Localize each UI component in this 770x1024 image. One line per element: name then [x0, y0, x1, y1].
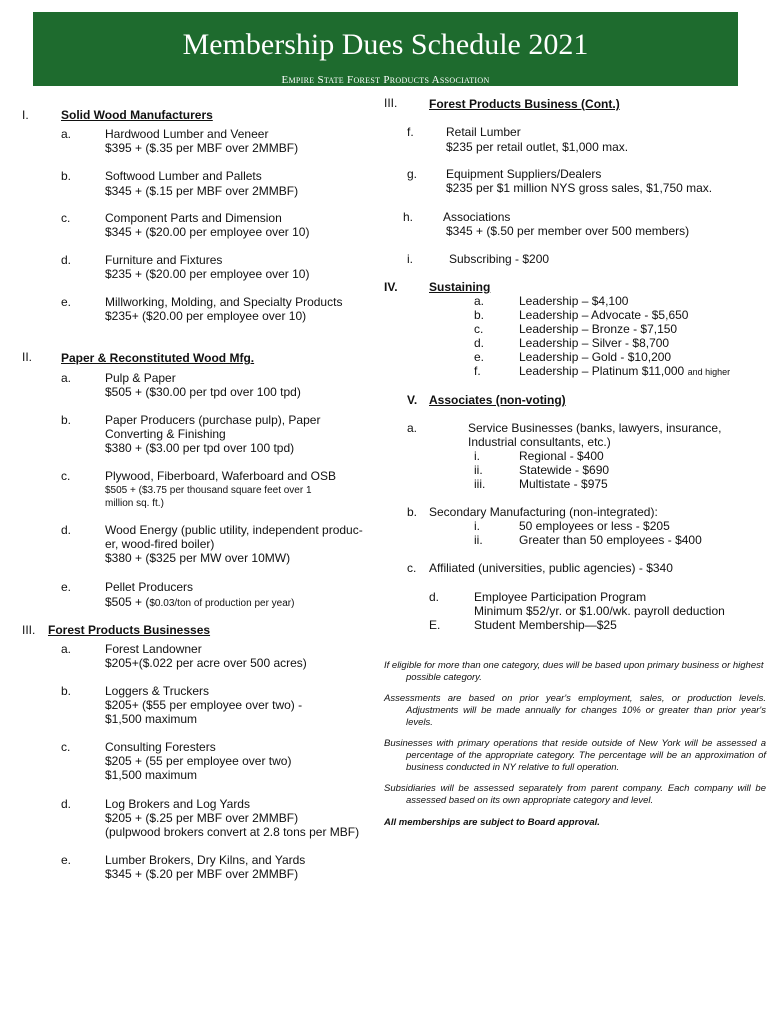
item-letter: a.	[407, 421, 418, 435]
item-letter: d.	[474, 336, 485, 350]
section-number: III.	[384, 96, 398, 110]
item-letter: a.	[61, 371, 72, 385]
item-rate: $395 + ($.35 per MBF over 2MMBF)	[105, 141, 299, 155]
section-title: Forest Products Business (Cont.)	[429, 97, 620, 111]
item-name-cont: Industrial consultants, etc.)	[468, 435, 611, 449]
item-letter: d.	[61, 523, 72, 537]
section-number: III.	[22, 623, 36, 637]
item-name: Loggers & Truckers	[105, 684, 210, 698]
item-rate: $380 + ($3.00 per tpd over 100 tpd)	[105, 441, 295, 455]
item-letter: f.	[407, 125, 414, 139]
item-rate: $235 per retail outlet, $1,000 max.	[446, 140, 629, 154]
item-name: Millworking, Molding, and Specialty Products	[105, 295, 343, 309]
section-title: Solid Wood Manufacturers	[61, 108, 213, 122]
item-name: Equipment Suppliers/Dealers	[446, 167, 602, 181]
item-name: Retail Lumber	[446, 125, 521, 139]
item-name: Log Brokers and Log Yards	[105, 797, 250, 811]
item-letter: b.	[61, 413, 72, 427]
section-number: V.	[407, 393, 418, 407]
page-subtitle: Empire State Forest Products Association	[281, 74, 490, 86]
section-number: IV.	[384, 280, 398, 294]
item-letter: d.	[61, 797, 72, 811]
item-name: Forest Landowner	[105, 642, 202, 656]
sub-letter: ii.	[474, 533, 483, 547]
item-rate: $345 + ($.20 per MBF over 2MMBF)	[105, 867, 299, 881]
item-name: Affiliated (universities, public agencies) - $340	[429, 561, 673, 575]
sub-rate: Regional - $400	[519, 449, 604, 463]
item-rate-cont: (pulpwood brokers convert at 2.8 tons per MBF)	[105, 825, 360, 839]
section-title: Paper & Reconstituted Wood Mfg.	[61, 351, 255, 365]
item-letter: d.	[429, 590, 440, 604]
item-rate-cont: $1,500 maximum	[105, 768, 198, 782]
item-rate: $205+($.022 per acre over 500 acres)	[105, 656, 307, 670]
sustaining-level: Leadership – Gold - $10,200	[519, 350, 672, 364]
sustaining-level: Leadership – Advocate - $5,650	[519, 308, 689, 322]
note-subsidiaries: Subsidiaries will be assessed separately from parent company. Each company will be assessed based on its own appropriate category and level.	[384, 783, 766, 806]
item-name-cont: Converting & Finishing	[105, 427, 226, 441]
page-title: Membership Dues Schedule 2021	[182, 28, 589, 61]
item-letter: f.	[474, 364, 481, 378]
note-board-approval: All memberships are subject to Board approval.	[384, 817, 600, 828]
item-name: Pellet Producers	[105, 580, 194, 594]
item-rate: $205 + ($.25 per MBF over 2MMBF)	[105, 811, 299, 825]
item-letter: c.	[61, 469, 71, 483]
item-letter: g.	[407, 167, 418, 181]
item-letter: i.	[407, 252, 413, 266]
item-name: Subscribing - $200	[449, 252, 550, 266]
item-letter: b.	[61, 169, 72, 183]
item-name: Secondary Manufacturing (non-integrated):	[429, 505, 658, 519]
item-letter: c.	[474, 322, 484, 336]
note-assessments: Assessments are based on prior year's employment, sales, or production levels. Adjustments will be made annually for changes 10% or greater than prior year's levels.	[384, 693, 766, 728]
item-letter: b.	[61, 684, 72, 698]
sub-letter: iii.	[474, 477, 486, 491]
item-name: Plywood, Fiberboard, Waferboard and OSB	[105, 469, 337, 483]
item-rate: $235 + ($20.00 per employee over 10)	[105, 267, 310, 281]
item-letter: e.	[474, 350, 485, 364]
item-rate: $505 + ($3.75 per thousand square feet over 1	[105, 485, 312, 496]
header-banner	[33, 12, 738, 86]
item-rate: Minimum $52/yr. or $1.00/wk. payroll deduction	[474, 604, 725, 618]
item-letter: a.	[61, 642, 72, 656]
note-primary-category: If eligible for more than one category, dues will be based upon primary business or highest possible category.	[384, 660, 764, 683]
item-letter: e.	[61, 580, 72, 594]
item-letter: a.	[61, 127, 72, 141]
item-name: Consulting Foresters	[105, 740, 216, 754]
item-name: Employee Participation Program	[474, 590, 647, 604]
item-rate-cont: $1,500 maximum	[105, 712, 198, 726]
item-name: Pulp & Paper	[105, 371, 176, 385]
item-rate: $205+ ($55 per employee over two) -	[105, 698, 303, 712]
item-letter: c.	[61, 211, 71, 225]
sustaining-level: Leadership – Platinum $11,000 and higher	[519, 364, 731, 378]
sustaining-level: Leadership – $4,100	[519, 294, 629, 308]
item-letter: d.	[61, 253, 72, 267]
item-rate: $235+ ($20.00 per employee over 10)	[105, 309, 307, 323]
item-rate: $235 per $1 million NYS gross sales, $1,750 max.	[446, 181, 713, 195]
item-letter: b.	[474, 308, 485, 322]
item-rate-cont: million sq. ft.)	[105, 498, 164, 509]
sub-rate: Statewide - $690	[519, 463, 610, 477]
item-letter: c.	[61, 740, 71, 754]
sub-rate: Multistate - $975	[519, 477, 608, 491]
sub-letter: i.	[474, 519, 480, 533]
item-letter: E.	[429, 618, 441, 632]
sustaining-level: Leadership – Bronze - $7,150	[519, 322, 678, 336]
item-name: Student Membership—$25	[474, 618, 617, 632]
item-rate: $205 + (55 per employee over two)	[105, 754, 292, 768]
section-number: II.	[22, 350, 33, 364]
item-name: Service Businesses (banks, lawyers, insurance,	[468, 421, 722, 435]
item-name-cont: er, wood-fired boiler)	[105, 537, 215, 551]
item-letter: a.	[474, 294, 485, 308]
sustaining-level: Leadership – Silver - $8,700	[519, 336, 670, 350]
sub-rate: 50 employees or less - $205	[519, 519, 670, 533]
item-name: Lumber Brokers, Dry Kilns, and Yards	[105, 853, 306, 867]
item-rate: $345 + ($20.00 per employee over 10)	[105, 225, 310, 239]
sub-letter: i.	[474, 449, 480, 463]
item-rate: $505 + ($30.00 per tpd over 100 tpd)	[105, 385, 301, 399]
item-rate: $345 + ($.15 per MBF over 2MMBF)	[105, 184, 299, 198]
item-letter: e.	[61, 853, 72, 867]
item-rate: $505 + ($0.03/ton of production per year)	[105, 595, 295, 609]
item-letter: c.	[407, 561, 417, 575]
item-letter: b.	[407, 505, 418, 519]
item-rate: $345 + ($.50 per member over 500 members)	[446, 224, 690, 238]
section-title: Forest Products Businesses	[48, 623, 211, 637]
item-name: Component Parts and Dimension	[105, 211, 282, 225]
section-number: I.	[22, 108, 29, 122]
item-letter: h.	[403, 210, 414, 224]
sub-rate: Greater than 50 employees - $400	[519, 533, 702, 547]
item-name: Wood Energy (public utility, independent produc-	[105, 523, 363, 537]
sub-letter: ii.	[474, 463, 483, 477]
section-title: Sustaining	[429, 280, 491, 294]
item-letter: e.	[61, 295, 72, 309]
item-name: Hardwood Lumber and Veneer	[105, 127, 269, 141]
item-name: Associations	[443, 210, 511, 224]
item-name: Softwood Lumber and Pallets	[105, 169, 262, 183]
section-title: Associates (non-voting)	[429, 393, 566, 407]
note-outside-ny: Businesses with primary operations that reside outside of New York will be assessed a percentage of the appropriate category. The percentage will be an approximation of business conducted in NY relative to full operation.	[384, 738, 766, 773]
item-rate: $380 + ($325 per MW over 10MW)	[105, 551, 291, 565]
item-name: Paper Producers (purchase pulp), Paper	[105, 413, 321, 427]
item-name: Furniture and Fixtures	[105, 253, 223, 267]
